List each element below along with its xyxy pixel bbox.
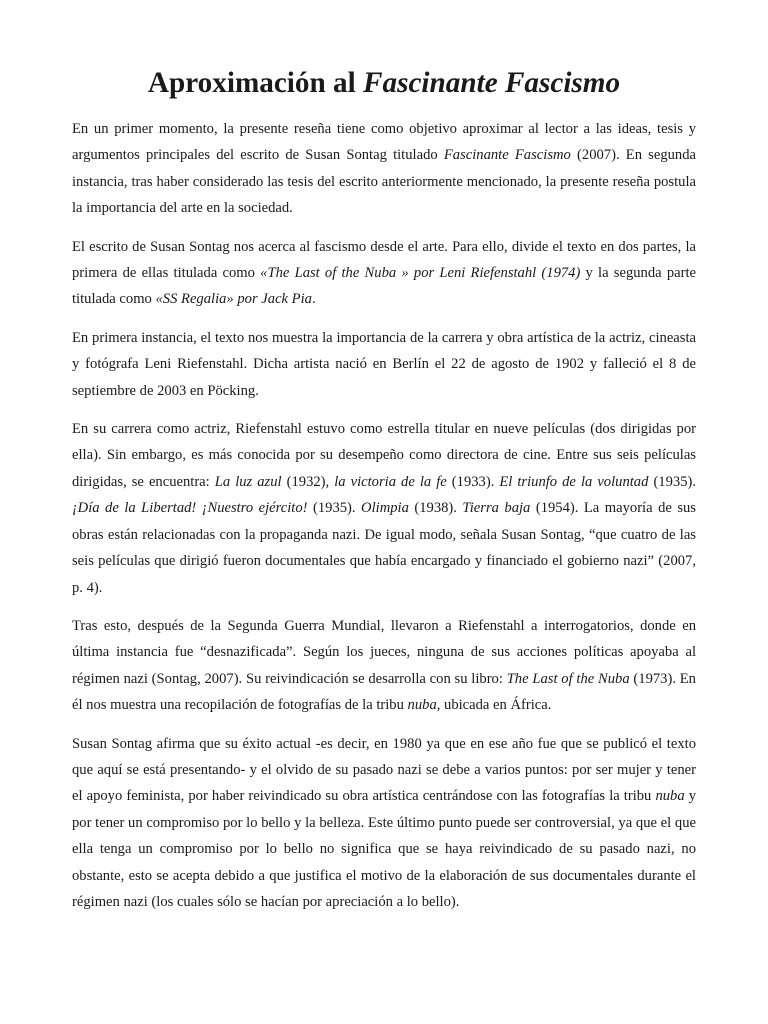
italic-run: La luz azul [214,473,282,490]
text-run: Susan Sontag afirma que su éxito actual -es decir, en 1980 ya que en ese año fue que se publicó el texto que aquí se está presentando- y el olvido de su pasado nazi se debe a varios puntos: por ser mujer y tener el apoyo feminista, por haber reivindicado su obra artística centrándose con las fotografías la tribu [72,735,696,805]
paragraph-2 [72,234,696,313]
text-run: El escrito de Susan Sontag nos acerca al fascismo desde el arte. Para ello, divide el texto en dos partes, la primera de ellas titulada como [72,238,696,282]
text-run: (2007). En segunda instancia, tras haber considerado las tesis del escrito anteriormente mencionado, la presente reseña postula la importancia del arte en la sociedad. [72,147,696,217]
paragraph-6 [72,731,696,916]
italic-run: nuba [655,788,685,805]
text-run: , ubicada en África. [436,697,552,714]
text-run: (1954). La mayoría de sus obras están relacionadas con la propaganda nazi. De igual modo, señala Susan Sontag, “que cuatro de las seis películas que dirigió fueron documentales que había encargado y financiado el gobierno nazi” (2007, p. 4). [72,500,696,596]
title-run: Aproximación al [147,67,364,99]
text-run: En primera instancia, el texto nos muestra la importancia de la carrera y obra artística de la actriz, cineasta y fotógrafa Leni Riefenstahl. Dicha artista nació en Berlín el 22 de agosto de 1902 y falleció el 8 de septiembre de 2003 en Pöcking. [72,329,696,399]
text-run: y la segunda parte titulada como [72,265,697,308]
italic-run: la victoria de la fe [334,473,447,490]
text-run: (1973). En él nos muestra una recopilación de fotografías de la tribu [72,670,696,714]
text-run: Tras esto, después de la Segunda Guerra Mundial, llevaron a Riefenstahl a interrogatorios, donde en última instancia fue “desnazificada”. Según los jueces, ninguna de sus acciones políticas apoyaba al régimen nazi (Sontag, 2007). Su reivindicación se desarrolla con su libro: [72,617,696,687]
document-title [72,67,696,99]
text-run: En un primer momento, la presente reseña tiene como objetivo aproximar al lector a las ideas, tesis y argumentos principales del escrito de Susan Sontag titulado [72,121,696,164]
text-run: (1938). [408,500,463,517]
italic-run: The Last of the Nuba [506,670,630,687]
title-run-italic: Fascinante Fascismo [363,67,621,99]
text-run: (1933). [446,473,500,490]
italic-run: nuba [407,697,437,714]
italic-run: Olimpia [361,500,409,517]
text-run: (1935). [648,473,696,490]
paragraph-1 [72,116,696,222]
text-run: (1932), [281,473,335,490]
paragraph-3 [72,325,696,404]
italic-run: «The Last of the Nuba » por Leni Riefenstahl (1974) [260,265,581,282]
paragraph-4 [72,416,696,601]
text-run: En su carrera como actriz, Riefenstahl estuvo como estrella titular en nueve películas (dos dirigidas por ella). Sin embargo, es más conocida por su desempeño como directora de cine. Entre sus seis películas dirigidas, se encuentra: [72,421,696,490]
text-run: y por tener un compromiso por lo bello y la belleza. Este último punto puede ser controversial, ya que el que ella tenga un compromiso por lo bello no significa que se haya reivindicado de su pasado nazi, no obstante, esto se acepta debido a que justifica el motivo de la elaboración de sus documentales durante el régimen nazi (los cuales sólo se hacían por apreciación a lo bello). [72,788,696,910]
italic-run: Fascinante Fascismo [443,147,571,164]
paragraph-5 [72,613,696,719]
text-run: (1935). [307,500,362,517]
italic-run: El triunfo de la voluntad [499,473,649,490]
italic-run: «SS Regalia» por Jack Pia [155,291,312,308]
italic-run: Tierra baja [462,500,531,517]
italic-run: ¡Día de la Libertad! ¡Nuestro ejército! [72,500,308,517]
text-run: . [311,291,316,308]
